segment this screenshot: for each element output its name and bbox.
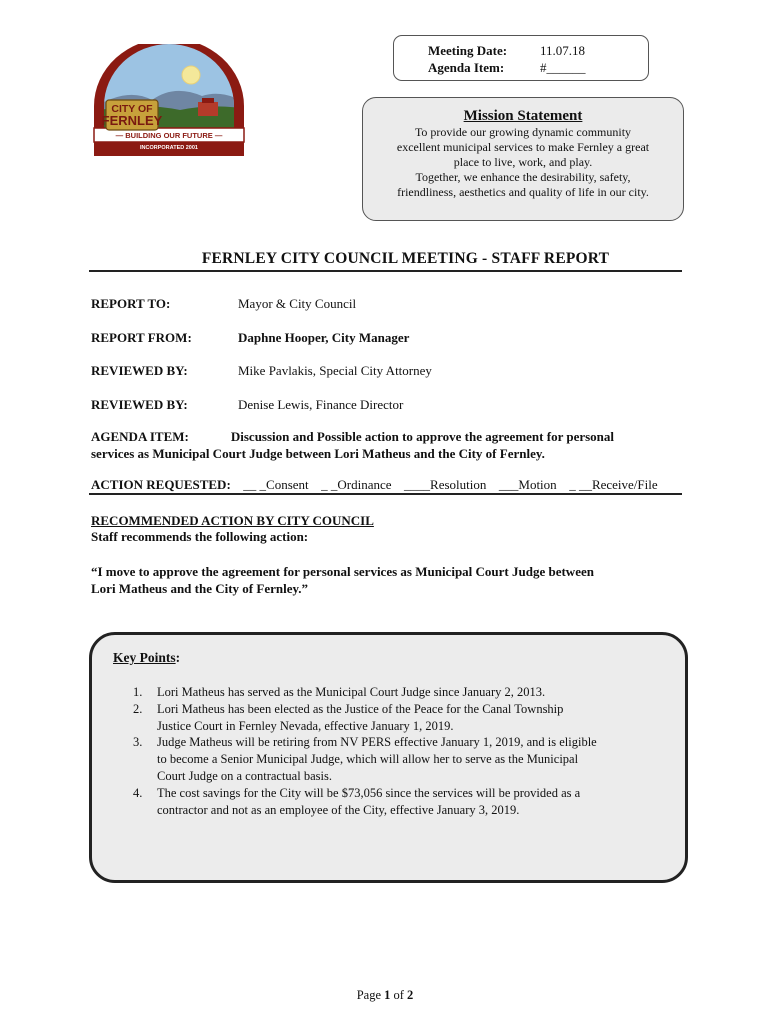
logo-tagline: — BUILDING OUR FUTURE — — [115, 131, 223, 140]
logo-line2: FERNLEY — [101, 113, 163, 128]
action-option-resolution: ____Resolution — [404, 477, 487, 492]
agenda-item-value: #______ — [540, 60, 586, 75]
action-requested-row — [91, 477, 681, 493]
action-option-ordinance: _ _Ordinance — [321, 477, 392, 492]
mission-line: excellent municipal services to make Fernley a great — [396, 140, 650, 154]
action-option-consent: __ _Consent — [243, 477, 309, 492]
key-point-item — [133, 684, 653, 701]
agenda-item-label: Agenda Item: — [428, 60, 505, 75]
mission-statement-box — [362, 97, 684, 221]
recommended-action-intro: Staff recommends the following action: — [91, 529, 309, 544]
key-point-line: Justice Court in Fernley Nevada, effective January 1, 2019. — [157, 718, 454, 733]
key-point-number: 1. — [133, 685, 143, 699]
key-points-heading — [113, 650, 180, 666]
report-from-value: Daphne Hooper, City Manager — [238, 330, 410, 345]
page-number: 1 — [384, 988, 391, 1002]
report-from-label: REPORT FROM: — [91, 330, 192, 345]
mission-title: Mission Statement — [463, 108, 583, 124]
key-point-line: The cost savings for the City will be $73,056 since the services will be provided as a — [157, 785, 581, 800]
agenda-item-block — [91, 428, 681, 462]
key-point-number: 2. — [133, 701, 143, 716]
mission-line: Together, we enhance the desirability, safety, — [415, 170, 631, 184]
action-requested-label: ACTION REQUESTED: — [91, 477, 231, 492]
recommended-action-heading: RECOMMENDED ACTION BY CITY COUNCIL — [91, 513, 374, 528]
report-title: FERNLEY CITY COUNCIL MEETING - STAFF REPORT — [201, 250, 610, 267]
city-of-fernley-logo — [90, 44, 248, 156]
key-point-number: 4. — [133, 785, 143, 800]
action-option-motion: ___Motion — [498, 477, 557, 492]
page-word: Page — [356, 988, 381, 1002]
logo-incorporated: INCORPORATED 2001 — [140, 145, 198, 151]
reviewed-by-label-2: REVIEWED BY: — [91, 397, 188, 412]
logo-line1: CITY OF — [111, 103, 153, 115]
mission-line: To provide our growing dynamic community — [414, 125, 632, 139]
key-points-list — [133, 684, 653, 818]
mission-line: place to live, work, and play. — [453, 155, 593, 169]
motion-line-2: Lori Matheus and the City of Fernley.” — [91, 581, 309, 596]
key-points-heading-text: Key Points — [113, 650, 176, 665]
of-word: of — [393, 988, 404, 1002]
key-point-line: Lori Matheus has been elected as the Justice of the Peace for the Canal Township — [157, 701, 564, 716]
motion-text — [91, 563, 681, 597]
motion-line-1: “I move to approve the agreement for personal services as Municipal Court Judge between — [91, 564, 594, 579]
action-option-receive-file: _ __Receive/File — [569, 477, 658, 492]
meeting-date-value: 11.07.18 — [540, 43, 586, 58]
key-point-item — [133, 734, 653, 784]
page-footer — [0, 988, 770, 1003]
key-point-line: Judge Matheus will be retiring from NV PERS effective January 1, 2019, and is eligible — [157, 735, 597, 750]
key-point-line: contractor and not as an employee of the City, effective January 3, 2019. — [157, 802, 520, 817]
page-total: 2 — [407, 988, 414, 1002]
key-point-line: Court Judge on a contractual basis. — [157, 768, 332, 783]
meeting-date-label: Meeting Date: — [428, 43, 508, 58]
mission-line: friendliness, aesthetics and quality of life in our city. — [397, 185, 649, 199]
reviewed-by-value: Mike Pavlakis, Special City Attorney — [238, 363, 432, 378]
key-point-line: Lori Matheus has served as the Municipal Court Judge since January 2, 2013. — [157, 685, 546, 699]
meeting-info-box — [393, 35, 649, 81]
key-point-line: to become a Senior Municipal Judge, which will allow her to serve as the Municipal — [157, 752, 579, 767]
agenda-item-text-2: services as Municipal Court Judge between Lori Matheus and the City of Fernley. — [91, 446, 545, 461]
title-divider — [89, 270, 682, 272]
agenda-item-text-1: Discussion and Possible action to approve the agreement for personal — [230, 429, 615, 444]
key-point-item — [133, 785, 653, 819]
report-to-label: REPORT TO: — [91, 296, 171, 311]
key-points-heading-colon: : — [175, 650, 181, 665]
agenda-item-heading: AGENDA ITEM: — [91, 429, 189, 444]
reviewed-by-label: REVIEWED BY: — [91, 363, 188, 378]
report-to-value: Mayor & City Council — [238, 296, 357, 311]
key-point-item — [133, 701, 653, 735]
key-point-number: 3. — [133, 735, 143, 750]
reviewed-by-value-2: Denise Lewis, Finance Director — [238, 397, 404, 412]
action-divider — [89, 493, 682, 495]
